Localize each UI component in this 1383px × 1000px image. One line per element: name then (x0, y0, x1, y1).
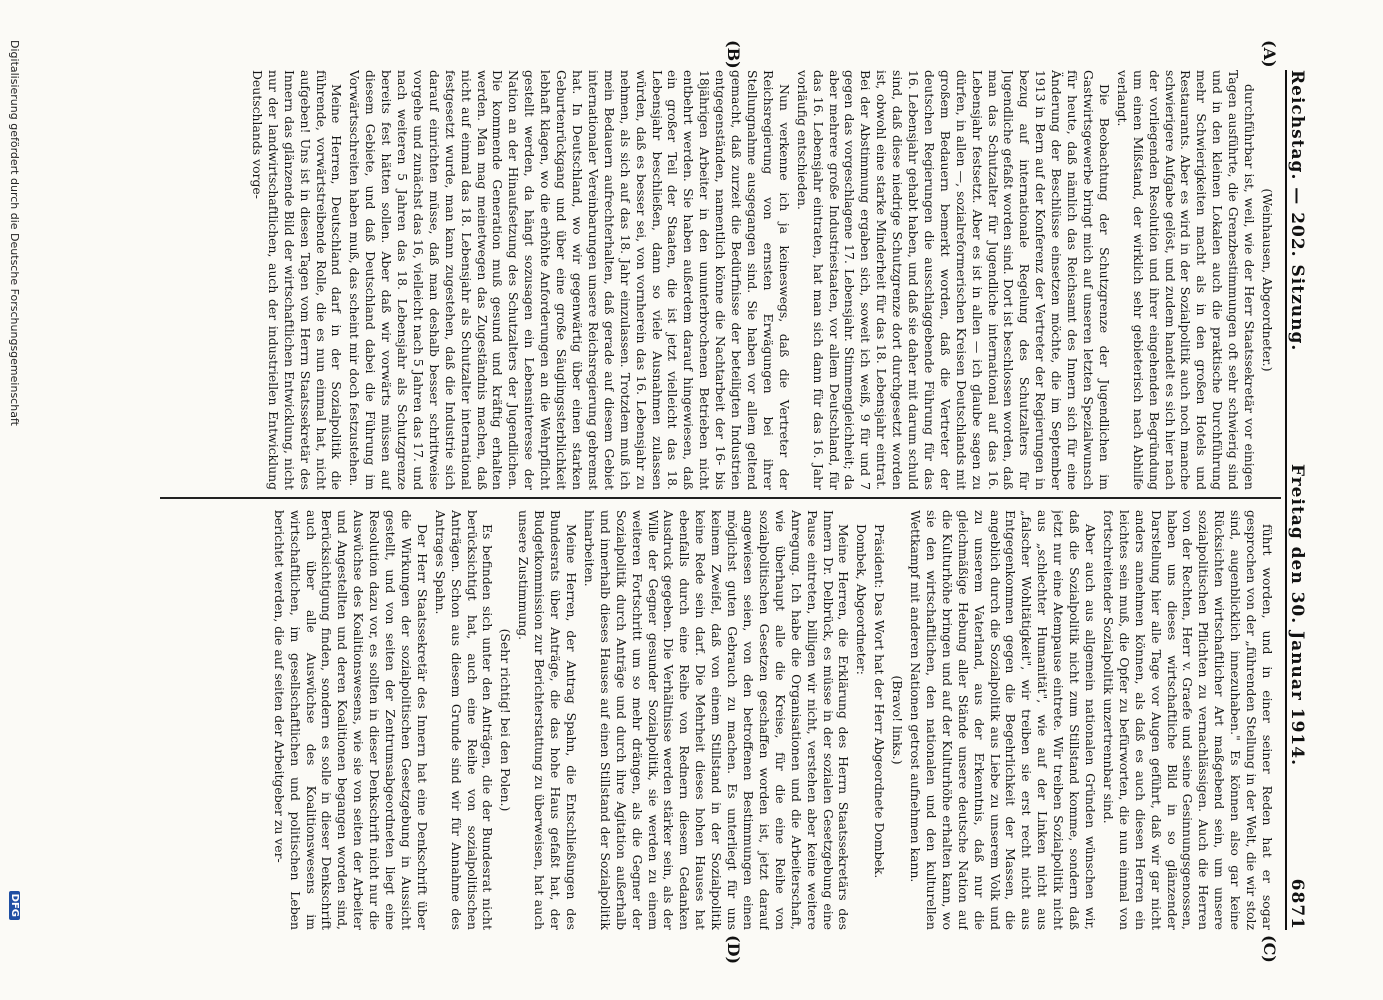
speaker-note: (Weinhausen, Abgeordneter.) (1260, 188, 1275, 372)
paragraph: Es befinden sich unter den Anträgen, die der Bundesrat nicht berücksichtigt hat, auch eine Reihe von sozialpolitischen Anträgen. Schon aus diesem Grunde sind wir für Annahme des Antrages Spahn. (432, 510, 496, 930)
digitization-footer (8, 40, 22, 920)
applause-note: (Bravo! links.) (890, 675, 906, 765)
page-number: 6871 (1287, 878, 1307, 930)
margin-mark-a: (A) (1260, 40, 1279, 68)
paragraph: Nun verkenne ich ja keineswegs, daß die Vertreter der Reichsregierung von ernsten Erwägungen bei ihrer Stellungnahme ausgegangen sind. Sie haben vor allem geltend gemacht, daß zurzeit die Bedürfnisse der beteiligten Industrien entgegenständen, namentlich könne die Nachtarbeit der 16- bis 18jährigen Arbeiter in den ununterbrochenen Betrieben nicht entbehrt werden. Sie haben außerdem darauf hingewiesen, daß ein großer Teil der Staaten, die ist jetzt vielleicht das 18. Lebensjahr beschließen, dann so viele Ausnahmen zulassen würden, daß es besser sei, von vornherein das 16. Lebensjahr zu nehmen, als sich auf das 18. Jahr einzulassen. Trotzdem muß ich mein Bedauern aufrechterhalten, daß gerade auf diesem Gebiet internationaler Vereinbarungen unsere Reichsregierung gebremst hat. In Deutschland, wo wir gegenwärtig über einen starken Geburtenrückgang und über eine große Säuglingssterblichkeit lebhaft klagen, wo die erhöhte Anforderungen an die Wehrpflicht gestellt werden, da hängt sozusagen ein Lebensinteresse der Nation an der Hinaufsetzung des Schutzalters der Jugendlichen. Die kommende Generation muß gesund und kräftig erhalten werden. Man mag meinetwegen das Zugeständnis machen, daß nicht auf einmal das 18. Lebensjahr als Schutzalter international festgesetzt wurde, man kann zugestehen, daß die Industrie sich darauf einrichten müsse, daß man deshalb besser schrittweise vorgehe und zunächst das 16, vielleicht nach 5 Jahren das 17. und nach weiteren 5 Jahren das 18. Lebensjahr als Schutzgrenze bereits fest hätten sollen. Aber daß wir vorwärts müssen auf diesem Gebiete, und daß Deutschland dabei die Führung im Vorwärtsschreiten haben muß, das scheint mir doch festzustehen. (347, 70, 792, 490)
president-line: Präsident: Das Wort hat der Herr Abgeordnete Dombek. (872, 524, 888, 879)
running-header (1285, 70, 1313, 930)
paragraph: Meine Herren, die Erklärung des Herrn Staatssekretärs des Innern Dr. Delbrück, es müsse in der sozialen Gesetzgebung eine Pause eintreten, billigen wir nicht, verstehen aber keine weitere Anregung. Ich habe die Organisationen und die Arbeiterschaft, wie überhaupt alle die Kreise, für die eine Reihe von sozialpolitischen Gesetzen geschaffen worden ist, jetzt darauf angewiesen seien, von den betroffenen Bestimmungen einen möglichst guten Gebrauch zu machen. Es unterliegt für uns keinem Zweifel, daß von einem Stillstand in der Sozialpolitik keine Rede sein darf. Die Mehrheit dieses hohen Hauses hat ebenfalls durch eine Reihe von Rednern diesem Gedanken Ausdruck gegeben. Die Verhältnisse werden stärker sein, als der Wille der Gegner gesunder Sozialpolitik, sie werden zu einem weiteren Fortschritt um so mehr drängen, als die Gegner der Sozialpolitik durch Anträge und durch ihre Agitation außerhalb und innerhalb dieses Hauses auf einen Stillstand der Sozialpolitik hinarbeiten. (581, 510, 852, 930)
header-left: Reichstag. — 202. Sitzung. (1287, 70, 1307, 352)
margin-mark-d: (D) (724, 935, 743, 965)
dfg-logo: DFG (10, 891, 21, 920)
column-divider (160, 497, 1281, 499)
paragraph: Aber auch aus allgemein nationalen Gründen wünschen wir, daß die Sozialpolitik nicht zum Stillstand komme, sondern daß jetzt nur eine Atempause eintrete. Wir treiben Sozialpolitik nicht aus „schlechter Humanität", wie auf der Linken nicht aus „falscher Wohltätigkeit", wir treiben sie erst recht nicht aus Entgegenkommen gegen die Begehrlichkeit der Massen, die angeblich durch die Sozialpolitik aus Liebe zu unserem Volk und zu unserem Vaterland, aus der Erkenntnis, daß nur die gleichmäßige Hebung aller Stände unsere deutsche Nation auf die Kulturhöhe bringen und auf der Kulturhöhe erhalten kann, wo sie den wirtschaftlichen, den nationalen und den kulturellen Wettkampf mit anderen Nationen getrost aufnehmen kann. (908, 510, 1099, 930)
text-column-left (140, 70, 1275, 490)
speaker-line: Dombek, Abgeordneter: (854, 524, 870, 675)
applause-note: (Sehr richtig! bei den Polen.) (498, 628, 514, 812)
paragraph: Die Beobachtung der Schutzgrenze der Jugendlichen im Gastwirtsgewerbe bringt mich auf unseren letzten Spezialwunsch für heute, daß nämlich das Reichsamt des Innern sich für eine Änderung der Beschlüsse einsetzen möchte, die im September 1913 in Bern auf der Konferenz der Vertreter der Regierungen in bezug auf internationale Regelung des Schutzalters für Jugendliche gefaßt worden sind. Dort ist beschlossen worden, daß man das Schutzalter für Jugendliche international auf das 16. Lebensjahr festsetzt. Aber es ist in allen — ich glaube sagen zu dürfen, in allen —, sozialreformerischen Kreisen Deutschlands mit großem Bedauern bemerkt worden, daß die Vertreter der deutschen Regierungen die ausschlaggebende Führung für das 16. Lebensjahr gehabt haben, und daß sie daher mit darum schuld sind, daß diese niedrige Schutzgrenze dort durchgesetzt worden ist, obwohl eine starke Minderheit für das 18. Lebensjahr eintrat. Bei der Abstimmung ergaben sich, soweit ich weiß, 9 für und 7 gegen das vorgeschlagene 17. Lebensjahr. Stimmengleichheit; da aber mehrere große Industriestaaten, vor allem Deutschland, für das 16. Lebensjahr eintraten, hat man sich dann für das 16. Jahr vorläufig entschieden. (794, 70, 1112, 490)
paragraph: Meine Herren, Deutschland darf in der Sozialpolitik die führende, vorwärtstreibende Rolle, die es nun einmal hat, nicht aufgeben! Uns ist in diesen Tagen vom Herrn Staatssekretär des Innern das glänzende Bild der wirtschaftlichen Entwicklung, nicht nur der landwirtschaftlichen, auch der industriellen Entwicklung Deutschlands vorge- (249, 70, 345, 490)
paragraph: durchführbar ist, weil, wie der Herr Staatssekretär vor einigen Tagen ausführte, die Grenzbestimmungen oft sehr schwierig sind und in den kleinen Lokalen auch die praktische Durchführung mehr Schwierigkeiten macht als in den großen Hotels und Restaurants. Aber es wird in der Sozialpolitik auch noch manche schwierigere Aufgabe gelöst, und zudem handelt es sich hier nach der vorliegenden Resolution und ihrer eingehenden Begründung um einen Mißstand, der wirklich sehr gebieterisch nach Abhilfe verlangt. (1114, 70, 1258, 490)
margin-mark-b: (B) (724, 40, 743, 69)
paragraph: Meine Herren, der Antrag Spahn, die Entschließungen des Bundesrats über Anträge, die das hohe Haus gefaßt hat, der Budgetkommission zur Berichterstattung zu überweisen, hat auch unsere Zustimmung. (516, 510, 580, 930)
paragraph: Der Herr Staatssekretär des Innern hat eine Denkschrift über die Wirkungen der sozialpolitischen Gesetzgebung in Aussicht gestellt, und von seiten der Zentrumsabgeordneten liegt eine Resolution dazu vor, es sollten in dieser Denkschrift nicht nur die Auswüchse des Koalitionswesens, wie sie von seiten der Arbeiter und Angestellten und deren Koalitionen begangen worden sind, Berücksichtigung finden, sondern es solle in dieser Denkschrift auch über alle Auswüchse des Koalitionswesens im wirtschaftlichen, im gesellschaftlichen und politischen Leben berichtet werden, die auf seiten der Arbeitgeber zu ver- (271, 510, 430, 930)
text-column-right (140, 510, 1275, 930)
footer-credit: Digitalisierung gefördert durch die Deutsche Forschungsgemeinschaft (8, 40, 22, 426)
paragraph: führt worden, und in einer seiner Reden hat er sogar gesprochen von der „führenden Stellung in der Welt, die wir stolz sind, augenblicklich innezuhaben." Es können also gar keine Rücksichten wirtschaftlicher Art maßgebend sein, um unsere sozialpolitischen Pflichten zu vernachlässigen. Auch die Herren von der Rechten, Herr v. Graefe und seine Gesinnungsgenossen, haben uns dieses wirtschaftliche Bild in so glänzender Darstellung hier alle Tage vor Augen geführt, daß wir gar nicht anders annehmen können, als daß es auch diesen Herren ein leichtes sein muß, die Opfer zu befürworten, die nun einmal von fortschreitender Sozialpolitik unzertrennbar sind. (1100, 510, 1275, 930)
margin-mark-c: (C) (1260, 935, 1279, 963)
header-date: Freitag den 30. Januar 1914. (1287, 463, 1307, 767)
